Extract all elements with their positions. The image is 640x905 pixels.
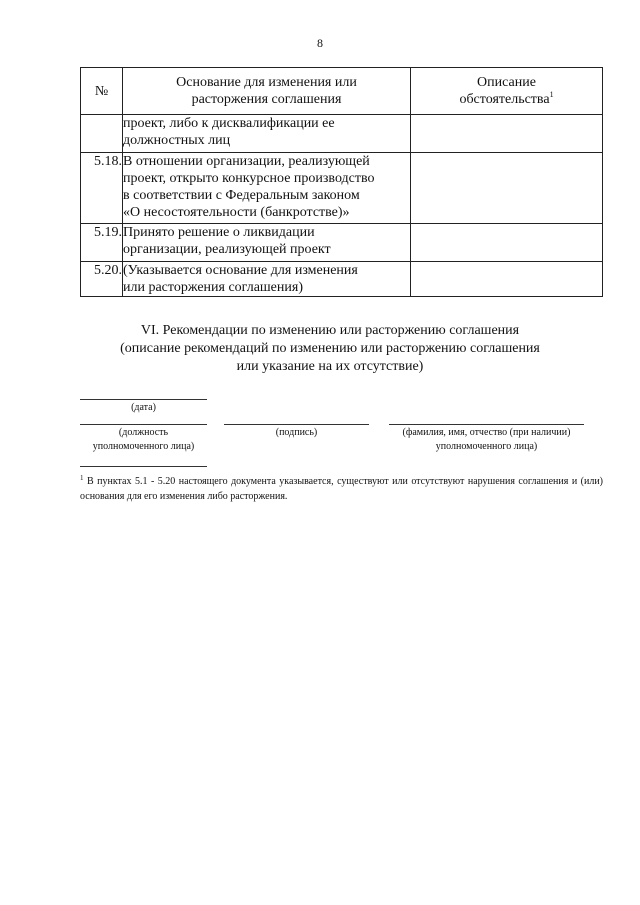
row-number: 5.19. bbox=[81, 224, 123, 262]
footnote-divider bbox=[80, 466, 207, 467]
footnote-text: В пунктах 5.1 - 5.20 настоящего документа указывается, существуют или отсутствуют нарушения соглашения и (или) основания для его изменения либо расторжения. bbox=[80, 476, 603, 502]
table-row bbox=[81, 224, 603, 262]
footnote-ref: 1 bbox=[549, 90, 554, 99]
row-description bbox=[411, 153, 603, 224]
footnote bbox=[80, 474, 603, 504]
signature-label: (подпись) bbox=[275, 427, 318, 438]
row-description bbox=[411, 224, 603, 262]
footnote-mark: 1 bbox=[80, 474, 84, 482]
table-row bbox=[81, 115, 603, 153]
row-description bbox=[411, 115, 603, 153]
date-label: (дата) bbox=[131, 402, 156, 413]
header-num: № bbox=[81, 68, 123, 115]
position-line bbox=[80, 424, 207, 425]
header-basis: Основание для изменения или расторжения соглашения bbox=[123, 68, 411, 115]
table-row bbox=[81, 262, 603, 297]
page-number: 8 bbox=[317, 36, 323, 50]
date-line bbox=[80, 399, 207, 400]
row-number bbox=[81, 115, 123, 153]
row-basis: (Указывается основание для изменения или расторжения соглашения) bbox=[123, 262, 411, 297]
section-title: VI. Рекомендации по изменению или расторжению соглашения bbox=[140, 323, 520, 338]
position-label: (должность уполномоченного лица) bbox=[92, 427, 195, 452]
section-subtitle-line1: (описание рекомендаций по изменению или расторжению соглашения bbox=[120, 341, 540, 356]
full-name-label: (фамилия, имя, отчество (при наличии) уполномоченного лица) bbox=[402, 427, 571, 452]
full-name-line bbox=[389, 424, 584, 425]
grounds-table bbox=[80, 67, 603, 297]
table-row bbox=[81, 153, 603, 224]
section-vi bbox=[60, 322, 600, 376]
signature-line bbox=[224, 424, 369, 425]
row-number: 5.20. bbox=[81, 262, 123, 297]
row-basis: проект, либо к дисквалификации ее должностных лиц bbox=[123, 115, 411, 153]
table-header-row bbox=[81, 68, 603, 115]
row-basis: В отношении организации, реализующей проект, открыто конкурсное производство в соответствии с Федеральным законом «О несостоятельности (банкротстве)» bbox=[123, 153, 411, 224]
header-description: Описание обстоятельства$^1$ bbox=[411, 68, 603, 115]
row-description bbox=[411, 262, 603, 297]
row-number: 5.18. bbox=[81, 153, 123, 224]
section-subtitle-line2: или указание на их отсутствие) bbox=[236, 359, 424, 374]
row-basis: Принято решение о ликвидации организации, реализующей проект bbox=[123, 224, 411, 262]
